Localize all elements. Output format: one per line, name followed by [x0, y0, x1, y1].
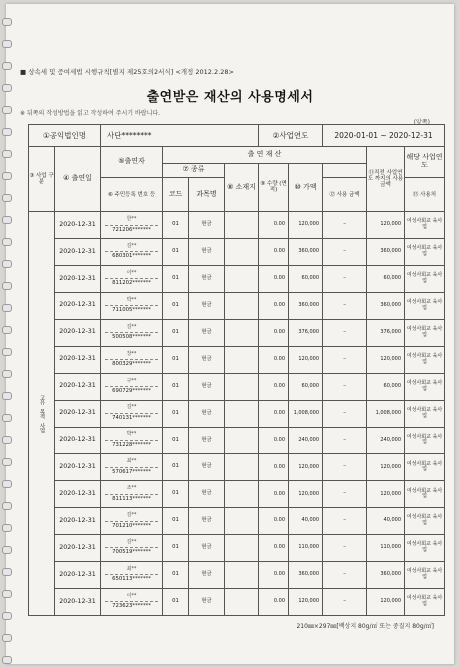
prior-use-cell: –: [323, 239, 367, 266]
location-cell: [225, 239, 259, 266]
form-page: [6, 4, 454, 664]
table-row: [29, 239, 445, 266]
binding-ring: [2, 260, 12, 268]
use-place-cell: 여성사회교 육사업: [405, 508, 445, 535]
use-amount-cell: 376,000: [367, 319, 405, 346]
quantity-cell: 0.00: [259, 266, 289, 293]
binding-ring: [2, 392, 12, 400]
quantity-cell: 0.00: [259, 427, 289, 454]
subject-cell: 현금: [189, 293, 225, 320]
table-row: [29, 535, 445, 562]
use-place-header: ⑬ 사용처: [405, 177, 445, 212]
binding-ring: [2, 238, 12, 246]
donor-id: 723623*******: [112, 603, 151, 610]
value-cell: 240,000: [289, 427, 323, 454]
use-amount-cell: 60,000: [367, 266, 405, 293]
use-amount-cell: 120,000: [367, 346, 405, 373]
biz-type-header: ③ 사업 구분: [29, 147, 55, 212]
donor-cell: [101, 400, 163, 427]
donation-date-cell: 2020-12-31: [55, 508, 101, 535]
code-cell: 01: [163, 427, 189, 454]
value-cell: 360,000: [289, 562, 323, 589]
use-amount-cell: 1,008,000: [367, 400, 405, 427]
prior-use-cell: –: [323, 562, 367, 589]
subject-cell: 현금: [189, 535, 225, 562]
use-amount-cell: 120,000: [367, 454, 405, 481]
biz-category-text: 고유 목적 사업: [38, 395, 45, 433]
donation-date-header: ④ 출연일: [55, 147, 101, 212]
code-cell: 01: [163, 400, 189, 427]
prior-use-cell: –: [323, 508, 367, 535]
value-cell: 360,000: [289, 293, 323, 320]
binding-ring: [2, 216, 12, 224]
binding-ring: [2, 370, 12, 378]
use-place-cell: 여성사회교 육사업: [405, 346, 445, 373]
value-cell: 110,000: [289, 535, 323, 562]
binding-ring: [2, 524, 12, 532]
binding-ring: [2, 62, 12, 70]
form-reference-note: ■ 상속세 및 증여세법 시행규칙[별지 제25호의2서식] <개정 2012.2.28>: [20, 68, 234, 76]
divider: [105, 467, 158, 468]
donor-cell: [101, 535, 163, 562]
donor-cell: [101, 346, 163, 373]
binding-ring: [2, 282, 12, 290]
donor-cell: [101, 212, 163, 239]
table-row: [29, 373, 445, 400]
binding-ring: [2, 568, 12, 576]
subject-cell: 현금: [189, 481, 225, 508]
current-year-header: 해당 사업연도: [405, 147, 445, 177]
location-cell: [225, 400, 259, 427]
donor-cell: [101, 588, 163, 615]
corp-name-value: 사단********: [101, 125, 259, 147]
donor-cell: [101, 454, 163, 481]
quantity-cell: 0.00: [259, 588, 289, 615]
use-place-cell: 여성사회교 육사업: [405, 266, 445, 293]
subject-cell: 현금: [189, 400, 225, 427]
donation-date-cell: 2020-12-31: [55, 481, 101, 508]
donor-name: 최**: [126, 565, 137, 572]
divider: [105, 225, 158, 226]
donor-name: 김**: [126, 512, 137, 519]
value-cell: 360,000: [289, 239, 323, 266]
use-place-cell: 여성사회교 육사업: [405, 454, 445, 481]
use-place-cell: 여성사회교 육사업: [405, 535, 445, 562]
quantity-cell: 0.00: [259, 346, 289, 373]
prior-use-cell: –: [323, 400, 367, 427]
header-row-1: [29, 147, 445, 163]
prior-use-cell: –: [323, 535, 367, 562]
donation-date-cell: 2020-12-31: [55, 427, 101, 454]
location-cell: [225, 373, 259, 400]
location-cell: [225, 562, 259, 589]
donor-name: 구**: [126, 377, 137, 384]
binding-ring: [2, 304, 12, 312]
property-header: 출 연 재 산: [163, 147, 367, 163]
donor-id: 811202*******: [112, 280, 151, 287]
donation-date-cell: 2020-12-31: [55, 319, 101, 346]
binding-ring: [2, 590, 12, 598]
donation-date-cell: 2020-12-31: [55, 562, 101, 589]
value-cell: 120,000: [289, 212, 323, 239]
location-cell: [225, 588, 259, 615]
prior-use-cell: –: [323, 266, 367, 293]
subject-cell: 현금: [189, 373, 225, 400]
donation-date-cell: 2020-12-31: [55, 346, 101, 373]
subject-cell: 현금: [189, 562, 225, 589]
donation-date-cell: 2020-12-31: [55, 266, 101, 293]
subject-header: 과목명: [189, 177, 225, 212]
donor-cell: [101, 481, 163, 508]
binding-ring: [2, 172, 12, 180]
binding-ring: [2, 436, 12, 444]
binding-ring: [2, 414, 12, 422]
use-amount-cell: 360,000: [367, 239, 405, 266]
donor-name: 박**: [126, 296, 137, 303]
donor-cell: [101, 373, 163, 400]
donor-name: 김**: [126, 404, 137, 411]
quantity-cell: 0.00: [259, 535, 289, 562]
donor-cell: [101, 427, 163, 454]
corp-name-label: ①공익법인명: [29, 125, 101, 147]
value-cell: 120,000: [289, 454, 323, 481]
binding-ring: [2, 106, 12, 114]
donor-name: 조**: [126, 485, 137, 492]
binding-ring: [2, 502, 12, 510]
table-row: [29, 508, 445, 535]
prior-use-cell: –: [323, 346, 367, 373]
donor-id: 711005*******: [112, 307, 151, 314]
value-cell: 1,008,000: [289, 400, 323, 427]
use-amount-cell: 40,000: [367, 508, 405, 535]
value-cell: 376,000: [289, 319, 323, 346]
code-cell: 01: [163, 266, 189, 293]
use-amount-cell: 120,000: [367, 481, 405, 508]
binding-ring: [2, 194, 12, 202]
value-cell: 120,000: [289, 481, 323, 508]
code-cell: 01: [163, 562, 189, 589]
donor-name: 이**: [126, 269, 137, 276]
table-row: [29, 293, 445, 320]
binding-ring: [2, 458, 12, 466]
donation-date-cell: 2020-12-31: [55, 239, 101, 266]
donation-date-cell: 2020-12-31: [55, 454, 101, 481]
prior-use-cell: –: [323, 212, 367, 239]
value-cell: 120,000: [289, 588, 323, 615]
binding-ring: [2, 40, 12, 48]
table-row: [29, 266, 445, 293]
code-cell: 01: [163, 346, 189, 373]
binding-ring: [2, 348, 12, 356]
location-header: ⑧ 소재지: [225, 163, 259, 212]
use-place-cell: 여성사회교 육사업: [405, 212, 445, 239]
use-place-cell: 여성사회교 육사업: [405, 400, 445, 427]
fiscal-year-value: 2020-01-01 ~ 2020-12-31: [323, 125, 445, 147]
quantity-cell: 0.00: [259, 481, 289, 508]
subject-cell: 현금: [189, 588, 225, 615]
prior-use-cell: –: [323, 588, 367, 615]
location-cell: [225, 427, 259, 454]
code-cell: 01: [163, 588, 189, 615]
donor-cell: [101, 562, 163, 589]
divider: [105, 386, 158, 387]
divider: [105, 413, 158, 414]
prior-use-cell: –: [323, 319, 367, 346]
divider: [105, 521, 158, 522]
subject-cell: 현금: [189, 319, 225, 346]
table-row: [29, 400, 445, 427]
subject-cell: 현금: [189, 508, 225, 535]
table-row: [29, 346, 445, 373]
table-row: [29, 212, 445, 239]
binding-ring: [2, 634, 12, 642]
subject-cell: 현금: [189, 266, 225, 293]
donor-name: 김**: [126, 538, 137, 545]
use-place-cell: 여성사회교 육사업: [405, 373, 445, 400]
code-cell: 01: [163, 239, 189, 266]
use-place-cell: 여성사회교 육사업: [405, 239, 445, 266]
location-cell: [225, 535, 259, 562]
donor-cell: [101, 239, 163, 266]
donor-id: 731228*******: [112, 441, 151, 448]
use-amount-cell: 120,000: [367, 588, 405, 615]
donation-date-cell: 2020-12-31: [55, 588, 101, 615]
binding-ring: [2, 18, 12, 26]
quantity-cell: 0.00: [259, 562, 289, 589]
donor-name: 한**: [126, 216, 137, 223]
use-place-cell: 여성사회교 육사업: [405, 319, 445, 346]
donor-name: 이**: [126, 592, 137, 599]
donor-name: 박**: [126, 431, 137, 438]
prior-use-cell: –: [323, 427, 367, 454]
binding-ring: [2, 326, 12, 334]
use-amount-cell: 120,000: [367, 212, 405, 239]
table-row: [29, 427, 445, 454]
divider: [105, 305, 158, 306]
corp-info-row: [29, 125, 445, 147]
code-cell: 01: [163, 373, 189, 400]
divider: [105, 440, 158, 441]
location-cell: [225, 319, 259, 346]
use-amount-cell: 360,000: [367, 293, 405, 320]
donation-usage-table: [28, 124, 445, 616]
donor-id: 811113*******: [112, 495, 151, 502]
fiscal-year-label: ②사업연도: [259, 125, 323, 147]
donor-name: 최**: [126, 458, 137, 465]
biz-category-cell: [29, 212, 55, 616]
donor-id: 701210*******: [112, 522, 151, 529]
donor-name: 김**: [126, 323, 137, 330]
table-row: [29, 454, 445, 481]
donor-id: 680301*******: [112, 253, 151, 260]
quantity-cell: 0.00: [259, 400, 289, 427]
value-header: ⑩ 가액: [289, 163, 323, 212]
code-cell: 01: [163, 319, 189, 346]
code-cell: 01: [163, 293, 189, 320]
table-row: [29, 481, 445, 508]
subject-cell: 현금: [189, 427, 225, 454]
location-cell: [225, 454, 259, 481]
value-cell: 40,000: [289, 508, 323, 535]
donor-id: 690729*******: [112, 388, 151, 395]
use-amount-cell: 110,000: [367, 535, 405, 562]
divider: [105, 547, 158, 548]
prior-use-cell: –: [323, 293, 367, 320]
use-place-cell: 여성사회교 육사업: [405, 562, 445, 589]
binding-ring: [2, 480, 12, 488]
value-cell: 60,000: [289, 373, 323, 400]
guide-note: ※ 뒤쪽의 작성방법을 읽고 작성하여 주시기 바랍니다.: [20, 110, 161, 117]
page-side-label: (앞쪽): [413, 119, 430, 126]
divider: [105, 332, 158, 333]
prior-use-cell: –: [323, 373, 367, 400]
subject-cell: 현금: [189, 212, 225, 239]
donation-date-cell: 2020-12-31: [55, 212, 101, 239]
use-amount-header: ⑫ 사용 금액: [323, 177, 367, 212]
donation-date-cell: 2020-12-31: [55, 293, 101, 320]
donor-header: ⑤출연자: [101, 147, 163, 177]
code-header: 코드: [163, 177, 189, 212]
donor-id: 740131*******: [112, 414, 151, 421]
divider: [105, 601, 158, 602]
donor-name: 장**: [126, 350, 137, 357]
binding-ring: [2, 150, 12, 158]
donor-id: 500508*******: [112, 334, 151, 341]
donor-cell: [101, 266, 163, 293]
quantity-cell: 0.00: [259, 454, 289, 481]
kind-header: ⑦ 종류: [163, 163, 225, 177]
donor-id: 700519*******: [112, 549, 151, 556]
location-cell: [225, 266, 259, 293]
code-cell: 01: [163, 508, 189, 535]
divider: [105, 574, 158, 575]
subject-cell: 현금: [189, 239, 225, 266]
code-cell: 01: [163, 481, 189, 508]
location-cell: [225, 481, 259, 508]
location-cell: [225, 212, 259, 239]
subject-cell: 현금: [189, 346, 225, 373]
code-cell: 01: [163, 454, 189, 481]
donor-id: 650113*******: [112, 576, 151, 583]
donor-id: 800329*******: [112, 361, 151, 368]
donor-id-header: ⑥ 주민등록 번호 등: [101, 177, 163, 212]
donor-cell: [101, 319, 163, 346]
donation-date-cell: 2020-12-31: [55, 400, 101, 427]
donor-id: 721206*******: [112, 226, 151, 233]
divider: [105, 359, 158, 360]
divider: [105, 494, 158, 495]
prior-use-header: ⑪직전 사업연도 까지의 사용금액: [367, 147, 405, 212]
table-row: [29, 319, 445, 346]
use-place-cell: 여성사회교 육사업: [405, 427, 445, 454]
location-cell: [225, 293, 259, 320]
use-place-cell: 여성사회교 육사업: [405, 293, 445, 320]
use-amount-cell: 240,000: [367, 427, 405, 454]
location-cell: [225, 508, 259, 535]
donor-cell: [101, 293, 163, 320]
quantity-cell: 0.00: [259, 319, 289, 346]
donation-date-cell: 2020-12-31: [55, 535, 101, 562]
value-cell: 120,000: [289, 346, 323, 373]
paper-spec: 210㎜×297㎜[백상지 80g/㎡ 또는 중질지 80g/㎡]: [296, 623, 434, 630]
use-place-cell: 여성사회교 육사업: [405, 481, 445, 508]
divider: [105, 278, 158, 279]
binding-ring: [2, 546, 12, 554]
divider: [105, 251, 158, 252]
quantity-cell: 0.00: [259, 239, 289, 266]
code-cell: 01: [163, 535, 189, 562]
value-cell: 60,000: [289, 266, 323, 293]
table-row: [29, 562, 445, 589]
quantity-header: ⑨ 수량 (면적): [259, 163, 289, 212]
donor-cell: [101, 508, 163, 535]
binding-ring: [2, 128, 12, 136]
quantity-cell: 0.00: [259, 212, 289, 239]
donation-date-cell: 2020-12-31: [55, 373, 101, 400]
subject-cell: 현금: [189, 454, 225, 481]
use-amount-cell: 360,000: [367, 562, 405, 589]
table-row: [29, 588, 445, 615]
form-title: 출연받은 재산의 사용명세서: [146, 90, 314, 105]
donor-id: 570617*******: [112, 468, 151, 475]
code-cell: 01: [163, 212, 189, 239]
quantity-cell: 0.00: [259, 293, 289, 320]
prior-use-cell: –: [323, 454, 367, 481]
donor-name: 김**: [126, 242, 137, 249]
quantity-cell: 0.00: [259, 373, 289, 400]
use-place-cell: 여성사회교 육사업: [405, 588, 445, 615]
quantity-cell: 0.00: [259, 508, 289, 535]
binding-ring: [2, 656, 12, 664]
prior-use-cell: –: [323, 481, 367, 508]
use-amount-cell: 60,000: [367, 373, 405, 400]
binding-ring: [2, 612, 12, 620]
location-cell: [225, 346, 259, 373]
